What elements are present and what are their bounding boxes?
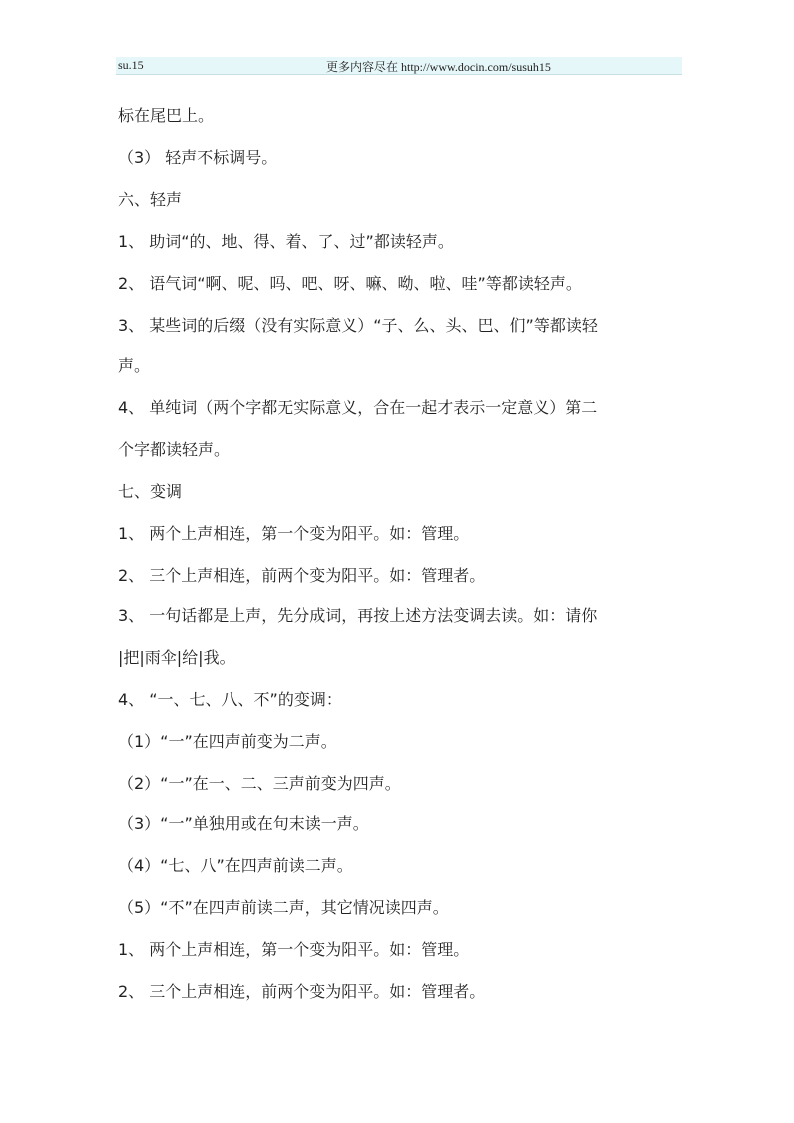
text-line: 个字都读轻声。 — [118, 440, 231, 459]
text-line: 声。 — [118, 356, 151, 375]
text-line: 3、 一句话都是上声，先分成词，再按上述方法变调去读。如：请你 — [118, 606, 598, 625]
text-line: （1）“一”在四声前变为二声。 — [118, 732, 337, 751]
section-heading: 七、变调 — [118, 482, 183, 501]
text-line: 1、 助词“的、地、得、着、了、过”都读轻声。 — [118, 232, 454, 251]
section-heading: 六、轻声 — [118, 190, 183, 209]
header-left-text: su.15 — [118, 58, 144, 72]
text-line: （4）“七、八”在四声前读二声。 — [118, 856, 353, 875]
text-line: （5）“不”在四声前读二声，其它情况读四声。 — [118, 898, 449, 917]
page-header — [116, 57, 682, 75]
text-line: （3）“一”单独用或在句末读一声。 — [118, 814, 369, 833]
text-line: 3、 某些词的后缀（没有实际意义）“子、么、头、巴、们”等都读轻 — [118, 316, 598, 335]
text-line: （3） 轻声不标调号。 — [118, 148, 278, 167]
text-line: （2）“一”在一、二、三声前变为四声。 — [118, 774, 401, 793]
text-line: 2、 三个上声相连，前两个变为阳平。如：管理者。 — [118, 982, 486, 1001]
text-line: 标在尾巴上。 — [118, 106, 215, 125]
text-line: 4、 “一、七、八、不”的变调： — [118, 690, 342, 709]
text-line: |把|雨伞|给|我。 — [118, 648, 236, 667]
text-line: 1、 两个上声相连，第一个变为阳平。如：管理。 — [118, 524, 470, 543]
header-center-text: 更多内容尽在 http://www.docin.com/susuh15 — [326, 60, 551, 74]
text-line: 2、 三个上声相连，前两个变为阳平。如：管理者。 — [118, 566, 486, 585]
text-line: 2、 语气词“啊、呢、吗、吧、呀、嘛、呦、啦、哇”等都读轻声。 — [118, 274, 582, 293]
text-line: 4、 单纯词（两个字都无实际意义，合在一起才表示一定意义）第二 — [118, 398, 598, 417]
text-line: 1、 两个上声相连，第一个变为阳平。如：管理。 — [118, 940, 470, 959]
